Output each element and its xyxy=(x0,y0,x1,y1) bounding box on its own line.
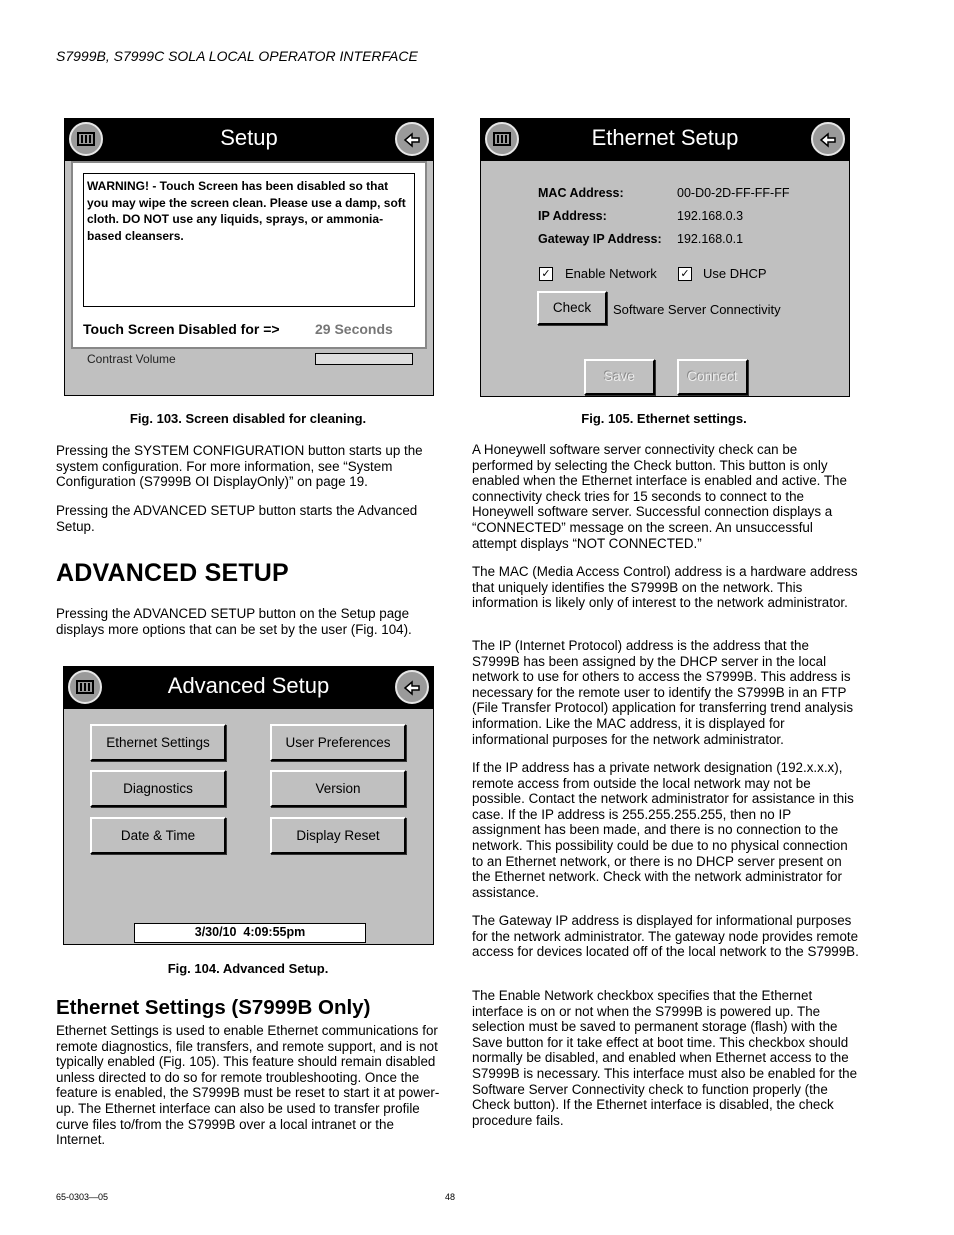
ip-value: 192.168.0.3 xyxy=(677,209,744,223)
left-paragraph-4: Ethernet Settings is used to enable Ethernet communications for remote diagnostics, file transfers, and remote support, and is not typically enabled (Fig. 105). This feature should remain disabled unless directed to do so for remote troubleshooting. Once the feature is enabled, the S7999B must be reset to start it at power-up. The Ethernet interface can also be used to transfer profile curve files to/from the S7999B over a local intranet or the Internet. xyxy=(56,1023,440,1148)
diagnostics-button[interactable]: Diagnostics xyxy=(90,770,226,807)
back-arrow-icon xyxy=(811,122,845,156)
fig103-disabled-value: 29 Seconds xyxy=(315,321,393,337)
version-button[interactable]: Version xyxy=(270,770,406,807)
fig105-titlebar xyxy=(481,119,849,161)
fig103-warning-box xyxy=(83,173,415,307)
fig103-disabled-label: Touch Screen Disabled for => xyxy=(83,321,280,337)
use-dhcp-checkbox[interactable]: ✓ xyxy=(678,267,692,281)
fig104-screen-title: Advanced Setup xyxy=(167,673,330,698)
display-reset-button[interactable]: Display Reset xyxy=(270,817,406,854)
fig103-screen-title: Setup xyxy=(220,125,278,150)
fig105-screen-title: Ethernet Setup xyxy=(591,125,739,150)
right-paragraph-2: The MAC (Media Access Control) address is a hardware address that uniquely identifies the S7999B on the network. This information is likely only of interest to the network administrator. xyxy=(472,564,858,611)
left-paragraph-2: Pressing the ADVANCED SETUP button starts the Advanced Setup. xyxy=(56,503,418,534)
fig103-screenshot xyxy=(64,118,434,396)
fig105-caption: Fig. 105. Ethernet settings. xyxy=(581,411,747,426)
footer-page-number: 48 xyxy=(445,1192,456,1202)
connect-button[interactable]: Connect xyxy=(677,359,748,395)
fig103-warning-text: WARNING! - Touch Screen has been disabled so that you may wipe the screen clean. Please use a damp, soft cloth. DO NOT use any liquids, sprays, or ammonia-based cleansers. xyxy=(87,179,406,243)
right-paragraph-4: If the IP address has a private network designation (192.x.x.x), remote access from outside the local network may not be possible. Contact the network administrator for assistance in this case. If the IP address is 255.255.255.255, then no IP assignment has been made, and there is no connection to the network. This possibility could be due to no physical connection to an Ethernet network, or there is no DHCP server present on the Ethernet network. Check with the network administrator for assistance. xyxy=(472,760,854,900)
back-arrow-icon xyxy=(395,122,429,156)
fig104-titlebar xyxy=(64,667,433,709)
fig104-caption: Fig. 104. Advanced Setup. xyxy=(167,961,329,976)
check-button[interactable]: Check xyxy=(537,291,607,325)
running-header: S7999B, S7999C SOLA LOCAL OPERATOR INTERFACE xyxy=(56,48,418,64)
ethernet-settings-button[interactable]: Ethernet Settings xyxy=(90,724,226,761)
right-paragraph-1: A Honeywell software server connectivity check can be performed by selecting the Check button. This button is only enabled when the Ethernet interface is enabled and active. The connectivity check tries for 15 seconds to connect to the Honeywell software server. Successful connection displays a “CONNECTED” message on the screen. An unsuccessful attempt displays “NOT CONNECTED.” xyxy=(472,442,847,551)
mac-value: 00-D0-2D-FF-FF-FF xyxy=(677,186,790,200)
menu-icon xyxy=(485,122,519,156)
heading-advanced-setup: ADVANCED SETUP xyxy=(56,559,289,587)
back-arrow-icon xyxy=(395,670,429,704)
gateway-value: 192.168.0.1 xyxy=(677,232,744,246)
menu-icon xyxy=(68,670,102,704)
left-paragraph-1: Pressing the SYSTEM CONFIGURATION button starts up the system configuration. For more information, see “System Configuration (S7999B OI DisplayOnly)” on page 19. xyxy=(56,443,423,490)
fig104-timestamp: 3/30/10 4:09:55pm xyxy=(134,923,366,943)
footer-doc-number: 65-0303—05 xyxy=(56,1192,109,1202)
fig103-caption: Fig. 103. Screen disabled for cleaning. xyxy=(129,411,367,426)
right-paragraph-6: The Enable Network checkbox specifies that the Ethernet interface is on or not when the S7999B is powered up. The selection must be saved to permanent storage (flash) with the Save button for it take effect at boot time. This checkbox should normally be disabled, and enabled when Ethernet access to the S7999B is necessary. This interface must also be enabled for the Software Server Connectivity check to function properly (the Check button). If the Ethernet interface is disabled, the check procedure fails. xyxy=(472,988,858,1128)
ip-label: IP Address: xyxy=(538,209,607,223)
mac-label: MAC Address: xyxy=(538,186,624,200)
gateway-label: Gateway IP Address: xyxy=(538,232,662,246)
right-paragraph-3: The IP (Internet Protocol) address is the address that the S7999B has been assigned by the DHCP server in the local network to use for others to access the S7999B. This address is necessary for the remote user to identify the S7999B in an FTP (File Transfer Protocol) application for transferring trend analysis information. Like the MAC address, it is displayed for informational purposes for the network administrator. xyxy=(472,638,854,747)
save-button[interactable]: Save xyxy=(584,359,655,395)
heading-ethernet-settings: Ethernet Settings (S7999B Only) xyxy=(56,996,371,1019)
right-paragraph-5: The Gateway IP address is displayed for informational purposes for the network administrator. The gateway node provides remote access for devices located off of the local network to the S7999B. xyxy=(472,913,859,960)
fig105-screenshot xyxy=(480,118,850,397)
fig103-behind-slider xyxy=(315,353,413,365)
menu-icon xyxy=(69,122,103,156)
fig103-behind-text: Contrast Volume xyxy=(87,352,176,366)
use-dhcp-label: Use DHCP xyxy=(703,266,767,281)
date-time-button[interactable]: Date & Time xyxy=(90,817,226,854)
connectivity-label: Software Server Connectivity xyxy=(613,302,781,317)
enable-network-checkbox[interactable]: ✓ xyxy=(539,267,553,281)
fig103-titlebar xyxy=(65,119,433,161)
left-paragraph-3: Pressing the ADVANCED SETUP button on the Setup page displays more options that can be set by the user (Fig. 104). xyxy=(56,606,412,637)
enable-network-label: Enable Network xyxy=(565,266,657,281)
fig104-screenshot xyxy=(63,666,434,945)
user-preferences-button[interactable]: User Preferences xyxy=(270,724,406,761)
fig103-dialog xyxy=(71,161,427,349)
